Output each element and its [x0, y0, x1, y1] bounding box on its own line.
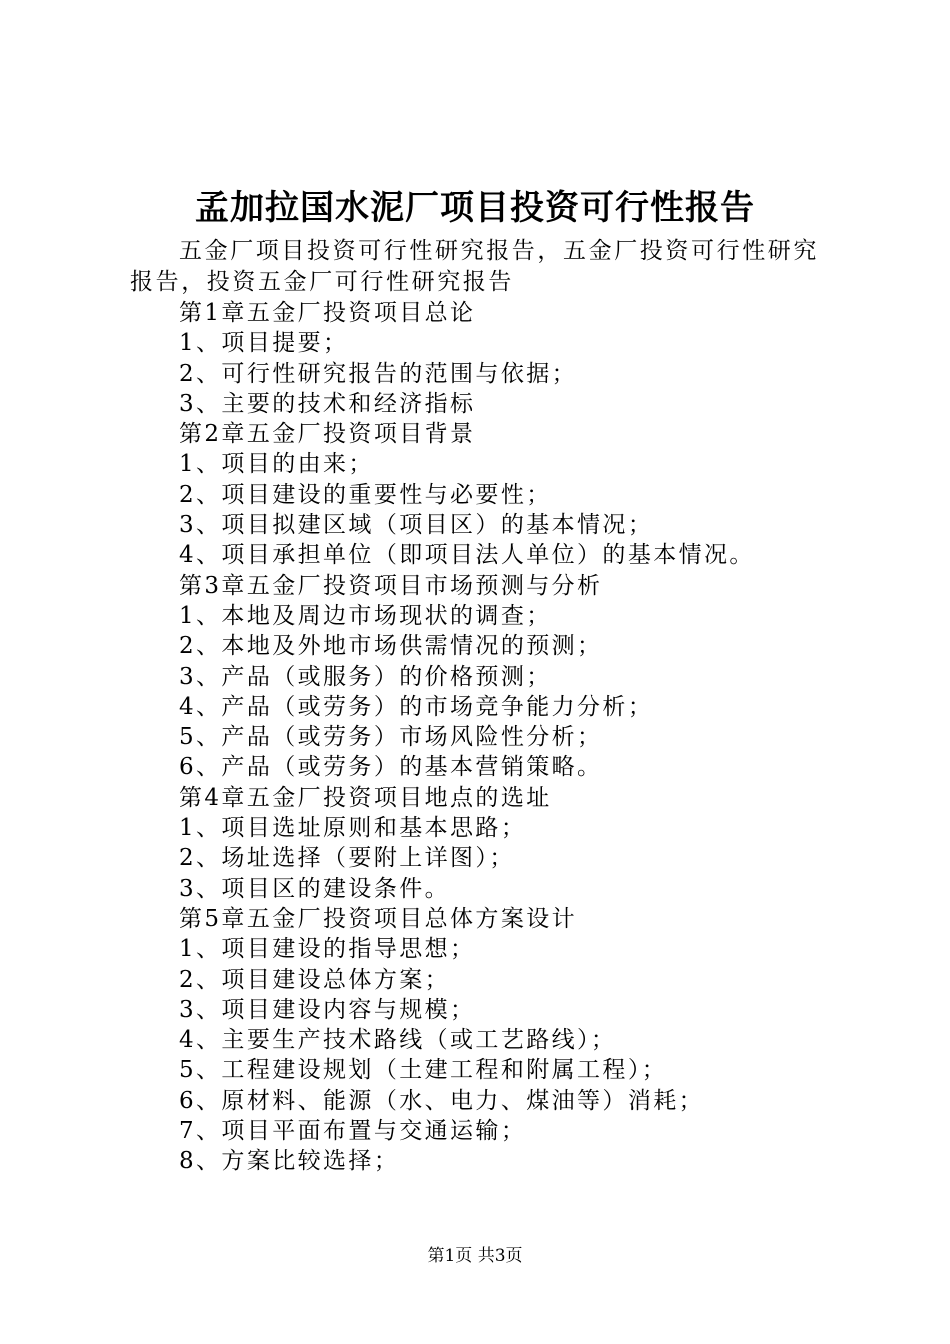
list-item: 3、项目拟建区域（项目区）的基本情况； — [179, 512, 654, 539]
list-item: 6、产品（或劳务）的基本营销策略。 — [179, 754, 603, 781]
list-item: 3、项目区的建设条件。 — [179, 875, 451, 902]
chapter-heading: 第2章五金厂投资项目背景 — [179, 421, 476, 448]
list-item: 3、主要的技术和经济指标 — [179, 390, 476, 417]
list-item: 1、项目建设的指导思想； — [179, 936, 476, 963]
chapter-heading: 第3章五金厂投资项目市场预测与分析 — [179, 572, 603, 599]
list-item: 3、项目建设内容与规模； — [179, 996, 476, 1023]
list-item: 2、可行性研究报告的范围与依据； — [179, 360, 578, 387]
list-item: 2、项目建设总体方案； — [179, 966, 451, 993]
list-item: 1、项目的由来； — [179, 451, 374, 478]
list-item: 5、工程建设规划（土建工程和附属工程）； — [179, 1057, 668, 1084]
list-item: 5、产品（或劳务）市场风险性分析； — [179, 724, 603, 751]
list-item: 7、项目平面布置与交通运输； — [179, 1118, 527, 1145]
list-item: 4、项目承担单位（即项目法人单位）的基本情况。 — [179, 542, 755, 569]
list-item: 6、原材料、能源（水、电力、煤油等）消耗； — [179, 1087, 705, 1114]
list-item: 2、本地及外地市场供需情况的预测； — [179, 633, 603, 660]
list-item: 4、主要生产技术路线（或工艺路线）； — [179, 1027, 617, 1054]
outline-list — [179, 298, 879, 1177]
list-item: 1、项目提要； — [179, 330, 349, 357]
list-item: 8、方案比较选择； — [179, 1148, 400, 1175]
list-item: 2、项目建设的重要性与必要性； — [179, 481, 552, 508]
list-item: 3、产品（或服务）的价格预测； — [179, 663, 552, 690]
chapter-heading: 第5章五金厂投资项目总体方案设计 — [179, 905, 578, 932]
page-footer: 第1页 共3页 — [427, 1246, 523, 1266]
list-item: 1、本地及周边市场现状的调查； — [179, 602, 552, 629]
list-item: 1、项目选址原则和基本思路； — [179, 815, 527, 842]
chapter-heading: 第1章五金厂投资项目总论 — [179, 300, 476, 326]
list-item: 2、场址选择（要附上详图）； — [179, 845, 515, 872]
document-title: 孟加拉国水泥厂项目投资可行性报告 — [195, 188, 755, 228]
intro-paragraph: 五金厂项目投资可行性研究报告，五金厂投资可行性研究报告，投资五金厂可行性研究报告 — [130, 238, 819, 295]
list-item: 4、产品（或劳务）的市场竞争能力分析； — [179, 693, 654, 720]
chapter-heading: 第4章五金厂投资项目地点的选址 — [179, 784, 552, 811]
